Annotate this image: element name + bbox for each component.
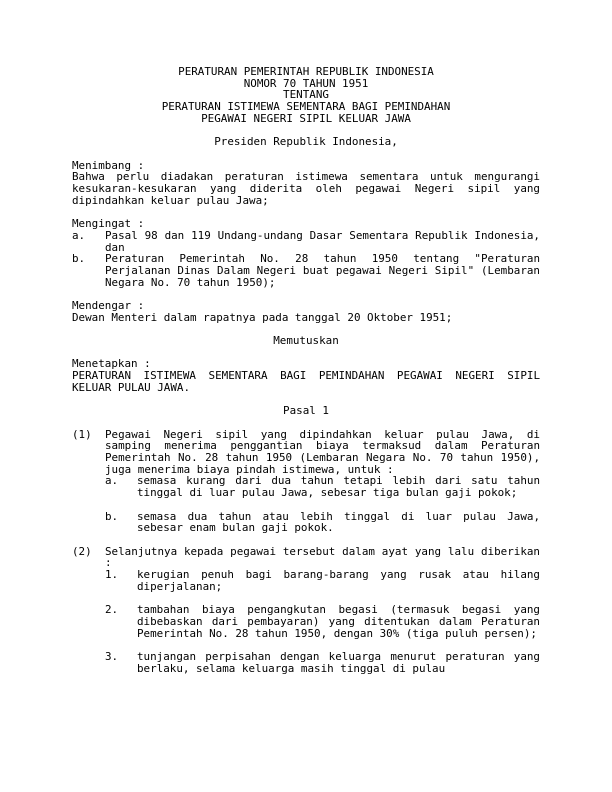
spacer — [72, 417, 540, 429]
menimbang-body: Bahwa perlu diadakan peraturan istimewa sementara untuk mengurangi kesukaran-kesukaran yang diderita oleh pegawai Negeri sipil yang dipindahkan keluar pulau Jawa; — [72, 170, 540, 207]
section-mendengar — [72, 300, 540, 323]
ayat-2-item-2 — [105, 604, 540, 639]
pasal-1-ayat-2 — [72, 546, 540, 675]
pasal-1-heading: Pasal 1 — [283, 404, 329, 418]
spacer — [72, 534, 540, 546]
ayat-label: (2) — [72, 544, 92, 558]
title-line-1: PERATURAN PEMERINTAH REPUBLIK INDONESIA — [178, 65, 434, 78]
menimbang-heading: Menimbang : — [72, 158, 145, 172]
item-text: semasa dua tahun atau lebih tinggal di luar pulau Jawa, sebesar enam bulan gaji pokok. — [137, 509, 540, 535]
ayat-text: Selanjutnya kepada pegawai tersebut dalam ayat yang lalu diberikan : — [105, 544, 540, 570]
title-block — [72, 66, 540, 125]
item-label: a. — [105, 474, 119, 488]
spacer — [72, 499, 540, 511]
mendengar-body: Dewan Menteri dalam rapatnya pada tanggal 20 Oktober 1951; — [72, 310, 453, 324]
item-label: 3. — [105, 649, 119, 663]
ayat-1-item-a — [105, 475, 540, 498]
title-line-4: PERATURAN ISTIMEWA SEMENTARA BAGI PEMINDAHAN — [161, 100, 451, 114]
section-menimbang — [72, 160, 540, 207]
item-text: Pasal 98 dan 119 Undang-undang Dasar Sementara Republik Indonesia, dan — [105, 228, 540, 254]
document-body — [72, 66, 540, 674]
section-menetapkan — [72, 358, 540, 393]
item-text: Peraturan Pemerintah No. 28 tahun 1950 tentang "Peraturan Perjalanan Dinas Dalam Negeri buat pegawai Negeri Sipil" (Lembaran Negara No. 70 tahun 1950); — [105, 252, 540, 289]
ayat-2-item-1 — [105, 569, 540, 592]
ayat-2-item-3 — [105, 651, 540, 674]
item-text: tunjangan perpisahan dengan keluarga menurut peraturan yang berlaku, selama keluarga masih tinggal di pulau — [137, 649, 540, 675]
ayat-1-lead — [72, 429, 540, 476]
pasal-1-ayat-1 — [72, 429, 540, 534]
title-line-3: TENTANG — [283, 88, 329, 102]
mendengar-heading: Mendengar : — [72, 299, 145, 312]
ayat-text: Pegawai Negeri sipil yang dipindahkan keluar pulau Jawa, di samping menerima penggantian biaya termaksud dalam Peraturan Pemerintah No. 28 tahun 1950 (Lembaran Negara No. 70 tahun 1950), juga menerima biaya pindah istimewa, untuk : — [105, 427, 540, 476]
menetapkan-heading: Menetapkan : — [72, 357, 151, 371]
ayat-1-item-b — [105, 511, 540, 534]
title-line-5: PEGAWAI NEGERI SIPIL KELUAR JAWA — [201, 111, 411, 125]
memutuskan-heading: Memutuskan — [273, 334, 339, 348]
spacer — [72, 148, 540, 160]
item-text: tambahan biaya pengangkutan begasi (termasuk begasi yang dibebaskan dari pembayaran) yang ditentukan dalam Peraturan Pemerintah No. 28 tahun 1950, dengan 30% (tiga puluh persen); — [137, 603, 540, 640]
signatory-heading: Presiden Republik Indonesia, — [214, 135, 398, 149]
item-label: b. — [105, 509, 119, 523]
mengingat-heading: Mengingat : — [72, 217, 145, 231]
title-line-2: NOMOR 70 TAHUN 1951 — [243, 76, 369, 90]
menetapkan-body: PERATURAN ISTIMEWA SEMENTARA BAGI PEMINDAHAN PEGAWAI NEGERI SIPIL KELUAR PULAU JAWA. — [72, 369, 540, 394]
item-text: semasa kurang dari dua tahun tetapi lebih dari satu tahun tinggal di luar pulau Jawa, sebesar tiga bulan gaji pokok; — [137, 474, 540, 500]
item-label: b. — [72, 252, 86, 266]
mengingat-item-b — [72, 253, 540, 288]
item-label: a. — [72, 228, 86, 242]
ayat-2-lead — [72, 546, 540, 569]
item-text: kerugian penuh bagi barang-barang yang rusak atau hilang diperjalanan; — [137, 568, 540, 593]
mengingat-item-a — [72, 230, 540, 253]
item-label: 2. — [105, 603, 119, 617]
item-label: 1. — [105, 568, 119, 582]
section-mengingat — [72, 218, 540, 288]
ayat-label: (1) — [72, 427, 92, 441]
